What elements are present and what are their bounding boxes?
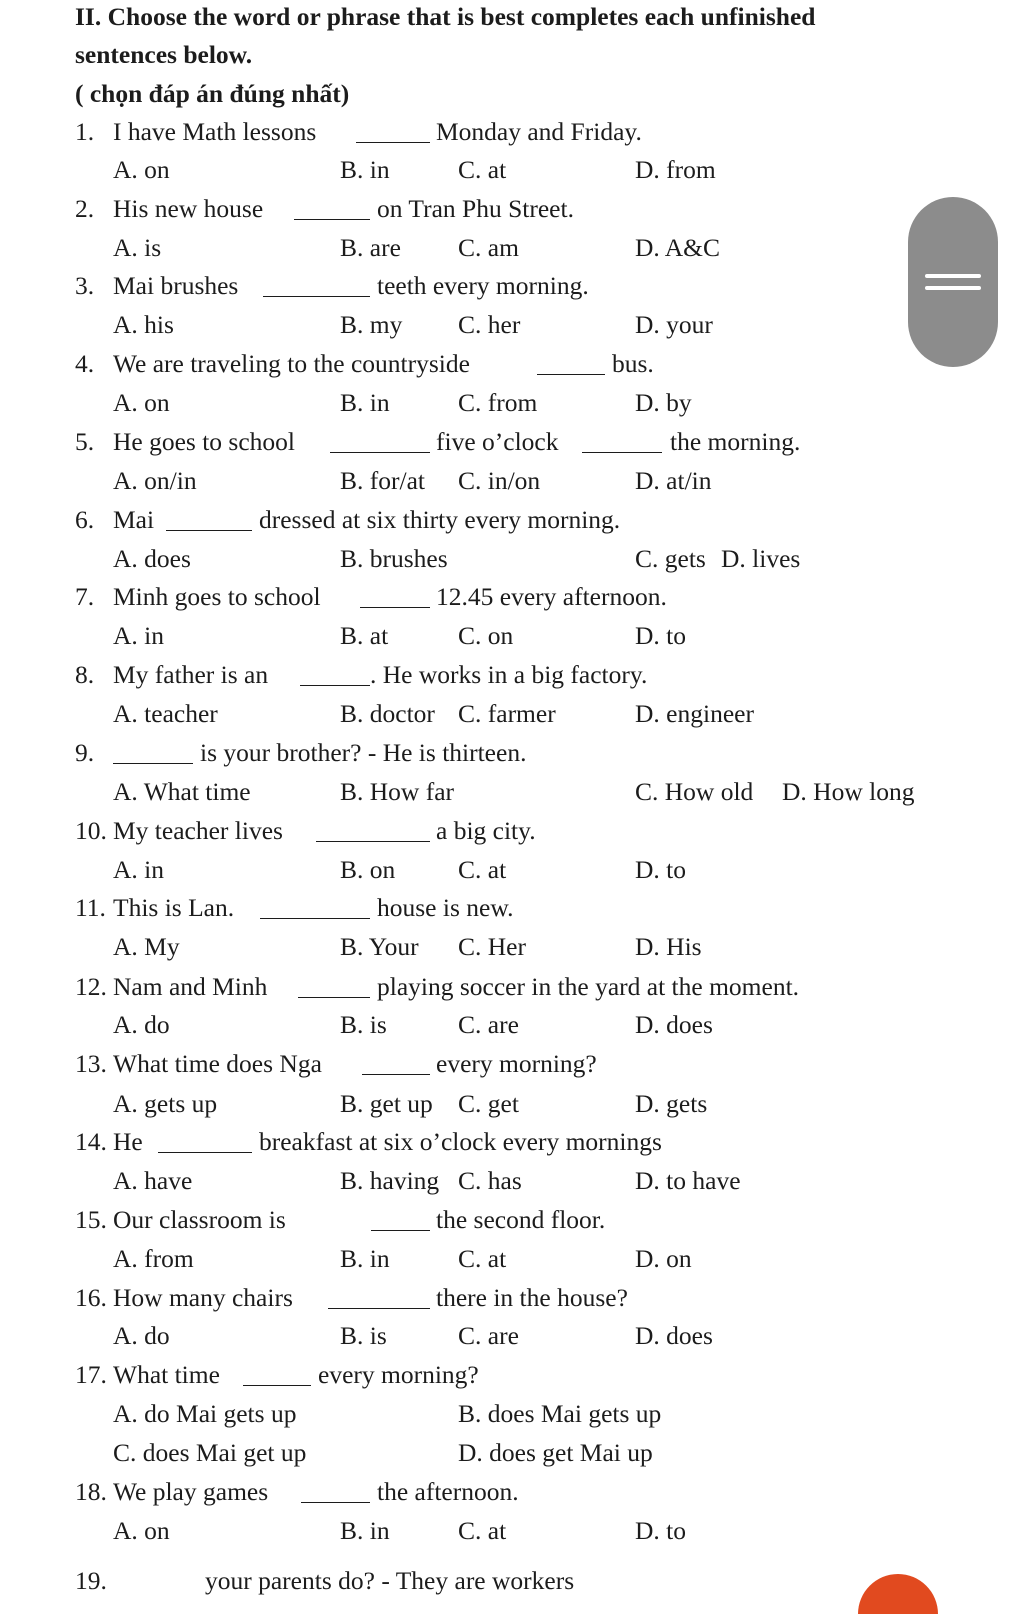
question-number: 11. <box>75 893 106 922</box>
question-number: 3. <box>75 271 95 300</box>
question-text: bus. <box>612 349 654 378</box>
question-text: We play games <box>113 1477 269 1506</box>
option-d[interactable]: D. gets <box>635 1089 708 1118</box>
question-text: 12.45 every afternoon. <box>436 582 667 611</box>
option-c[interactable]: C. her <box>458 310 521 339</box>
option-a[interactable]: A. is <box>113 233 162 262</box>
question-number: 10. <box>75 816 107 845</box>
answer-blank <box>328 1308 430 1309</box>
option-a[interactable]: A. on/in <box>113 466 197 495</box>
answer-blank <box>243 1385 311 1386</box>
option-c[interactable]: C. at <box>458 155 507 184</box>
question-number: 14. <box>75 1127 107 1156</box>
option-d[interactable]: D. to <box>635 855 686 884</box>
answer-blank <box>301 1502 370 1503</box>
option-d[interactable]: D. from <box>635 155 716 184</box>
option-b[interactable]: B. in <box>340 155 390 184</box>
question-text: the afternoon. <box>377 1477 519 1506</box>
answer-blank <box>582 452 662 453</box>
option-b[interactable]: B. Your <box>340 932 419 961</box>
option-a[interactable]: A. What time <box>113 777 251 806</box>
question-text: breakfast at six o’clock every mornings <box>259 1127 662 1156</box>
option-a[interactable]: A. teacher <box>113 699 218 728</box>
option-b[interactable]: B. brushes <box>340 544 448 573</box>
question-text: He <box>113 1127 143 1156</box>
answer-blank <box>360 607 430 608</box>
option-c[interactable]: C. Her <box>458 932 526 961</box>
option-c[interactable]: C. gets <box>635 544 706 573</box>
option-c[interactable]: C. am <box>458 233 519 262</box>
option-a[interactable]: A. does <box>113 544 191 573</box>
option-c[interactable]: C. has <box>458 1166 522 1195</box>
question-number: 6. <box>75 505 95 534</box>
option-a[interactable]: A. My <box>113 932 180 961</box>
section-title-line1: II. Choose the word or phrase that is best completes each unfinished <box>75 2 816 31</box>
option-c[interactable]: C. in/on <box>458 466 541 495</box>
option-b[interactable]: B. on <box>340 855 396 884</box>
question-text: This is Lan. <box>113 893 235 922</box>
question-text: Monday and Friday. <box>436 117 642 146</box>
question-text: teeth every morning. <box>377 271 589 300</box>
question-text: Nam and Minh <box>113 972 268 1001</box>
question-number: 1. <box>75 117 95 146</box>
option-a[interactable]: A. gets up <box>113 1089 218 1118</box>
option-d[interactable]: D. does <box>635 1321 713 1350</box>
answer-blank <box>330 452 430 453</box>
option-b[interactable]: B. doctor <box>340 699 435 728</box>
question-text: playing soccer in the yard at the moment. <box>377 972 800 1001</box>
option-b[interactable]: B. get up <box>340 1089 433 1118</box>
question-number: 18. <box>75 1477 107 1506</box>
answer-blank <box>371 1230 430 1231</box>
question-text: I have Math lessons <box>113 117 317 146</box>
answer-blank <box>356 142 430 143</box>
question-text: We are traveling to the countryside <box>113 349 470 378</box>
question-text: is your brother? - He is thirteen. <box>200 738 527 767</box>
question-text: every morning? <box>436 1049 597 1078</box>
question-text: . He works in a big factory. <box>370 660 648 689</box>
question-text: His new house <box>113 194 264 223</box>
option-b[interactable]: B. my <box>340 310 403 339</box>
answer-blank <box>158 1152 252 1153</box>
question-text: Minh goes to school <box>113 582 321 611</box>
option-c[interactable]: C. at <box>458 1516 507 1545</box>
option-c[interactable]: C. does Mai get up <box>113 1438 307 1467</box>
option-b[interactable]: B. having <box>340 1166 440 1195</box>
option-c[interactable]: C. How old <box>635 777 754 806</box>
question-number: 15. <box>75 1205 107 1234</box>
option-d[interactable]: D. on <box>635 1244 692 1273</box>
option-d[interactable]: D. does get Mai up <box>458 1438 653 1467</box>
question-number: 8. <box>75 660 95 689</box>
option-b[interactable]: B. How far <box>340 777 455 806</box>
option-d[interactable]: D. at/in <box>635 466 712 495</box>
option-d[interactable]: D. to <box>635 621 686 650</box>
option-b[interactable]: B. in <box>340 1244 390 1273</box>
question-text: a big city. <box>436 816 536 845</box>
answer-blank <box>260 918 370 919</box>
option-d[interactable]: D. How long <box>782 777 915 806</box>
answer-blank <box>300 685 370 686</box>
option-b[interactable]: B. are <box>340 233 401 262</box>
option-d[interactable]: D. your <box>635 310 713 339</box>
answer-blank <box>298 997 370 998</box>
question-text: My father is an <box>113 660 269 689</box>
option-d[interactable]: D. A&C <box>635 233 721 262</box>
option-c[interactable]: C. from <box>458 388 538 417</box>
answer-blank <box>263 296 370 297</box>
question-text: on Tran Phu Street. <box>377 194 574 223</box>
option-a[interactable]: A. do Mai gets up <box>113 1399 297 1428</box>
question-text: He goes to school <box>113 427 296 456</box>
option-a[interactable]: A. have <box>113 1166 193 1195</box>
question-text: What time <box>113 1360 220 1389</box>
question-number: 13. <box>75 1049 107 1078</box>
option-a[interactable]: A. on <box>113 388 170 417</box>
option-c[interactable]: C. at <box>458 855 507 884</box>
option-d[interactable]: D. to <box>635 1516 686 1545</box>
question-number: 4. <box>75 349 95 378</box>
option-c[interactable]: C. get <box>458 1089 519 1118</box>
question-text: What time does Nga <box>113 1049 322 1078</box>
question-number: 9. <box>75 738 95 767</box>
option-b[interactable]: B. is <box>340 1321 387 1350</box>
option-d[interactable]: D. to have <box>635 1166 741 1195</box>
option-b[interactable]: B. for/at <box>340 466 425 495</box>
option-b[interactable]: B. in <box>340 388 390 417</box>
question-number: 12. <box>75 972 107 1001</box>
option-d[interactable]: D. engineer <box>635 699 754 728</box>
question-text: Our classroom is <box>113 1205 286 1234</box>
question-text: five o’clock <box>436 427 559 456</box>
option-a[interactable]: A. on <box>113 1516 170 1545</box>
option-b[interactable]: B. does Mai gets up <box>458 1399 662 1428</box>
option-d[interactable]: D. does <box>635 1010 713 1039</box>
option-d[interactable]: D. His <box>635 932 702 961</box>
option-a[interactable]: A. in <box>113 855 164 884</box>
option-a[interactable]: A. in <box>113 621 164 650</box>
question-text: every morning? <box>318 1360 479 1389</box>
option-a[interactable]: A. do <box>113 1010 170 1039</box>
option-c[interactable]: C. on <box>458 621 514 650</box>
grip-line-icon <box>925 274 981 278</box>
option-c[interactable]: C. are <box>458 1321 519 1350</box>
question-text: the morning. <box>670 427 801 456</box>
option-d[interactable]: D. by <box>635 388 692 417</box>
option-c[interactable]: C. farmer <box>458 699 556 728</box>
question-number: 2. <box>75 194 95 223</box>
section-title-line2: sentences below. <box>75 40 253 69</box>
question-number: 17. <box>75 1360 107 1389</box>
answer-blank <box>316 841 430 842</box>
answer-blank <box>294 219 370 220</box>
question-text: My teacher lives <box>113 816 283 845</box>
question-number: 16. <box>75 1283 107 1312</box>
question-text: the second floor. <box>436 1205 606 1234</box>
question-text: your parents do? - They are workers <box>205 1566 575 1595</box>
question-text: How many chairs <box>113 1283 293 1312</box>
question-number: 5. <box>75 427 95 456</box>
option-b[interactable]: B. is <box>340 1010 387 1039</box>
option-b[interactable]: B. at <box>340 621 389 650</box>
answer-blank <box>113 763 193 764</box>
answer-blank <box>362 1074 430 1075</box>
question-number: 7. <box>75 582 95 611</box>
option-d[interactable]: D. lives <box>721 544 801 573</box>
question-text: Mai <box>113 505 155 534</box>
question-text: there in the house? <box>436 1283 628 1312</box>
option-a[interactable]: A. do <box>113 1321 170 1350</box>
question-number: 19. <box>75 1566 107 1595</box>
answer-blank <box>537 374 605 375</box>
option-b[interactable]: B. in <box>340 1516 390 1545</box>
question-text: dressed at six thirty every morning. <box>259 505 621 534</box>
scroll-handle[interactable] <box>908 197 998 367</box>
answer-blank <box>166 530 252 531</box>
option-c[interactable]: C. are <box>458 1010 519 1039</box>
question-text: Mai brushes <box>113 271 239 300</box>
option-c[interactable]: C. at <box>458 1244 507 1273</box>
option-a[interactable]: A. on <box>113 155 170 184</box>
option-a[interactable]: A. his <box>113 310 174 339</box>
section-subtitle: ( chọn đáp án đúng nhất) <box>75 79 350 108</box>
option-a[interactable]: A. from <box>113 1244 194 1273</box>
question-text: house is new. <box>377 893 514 922</box>
grip-line-icon <box>925 286 981 290</box>
